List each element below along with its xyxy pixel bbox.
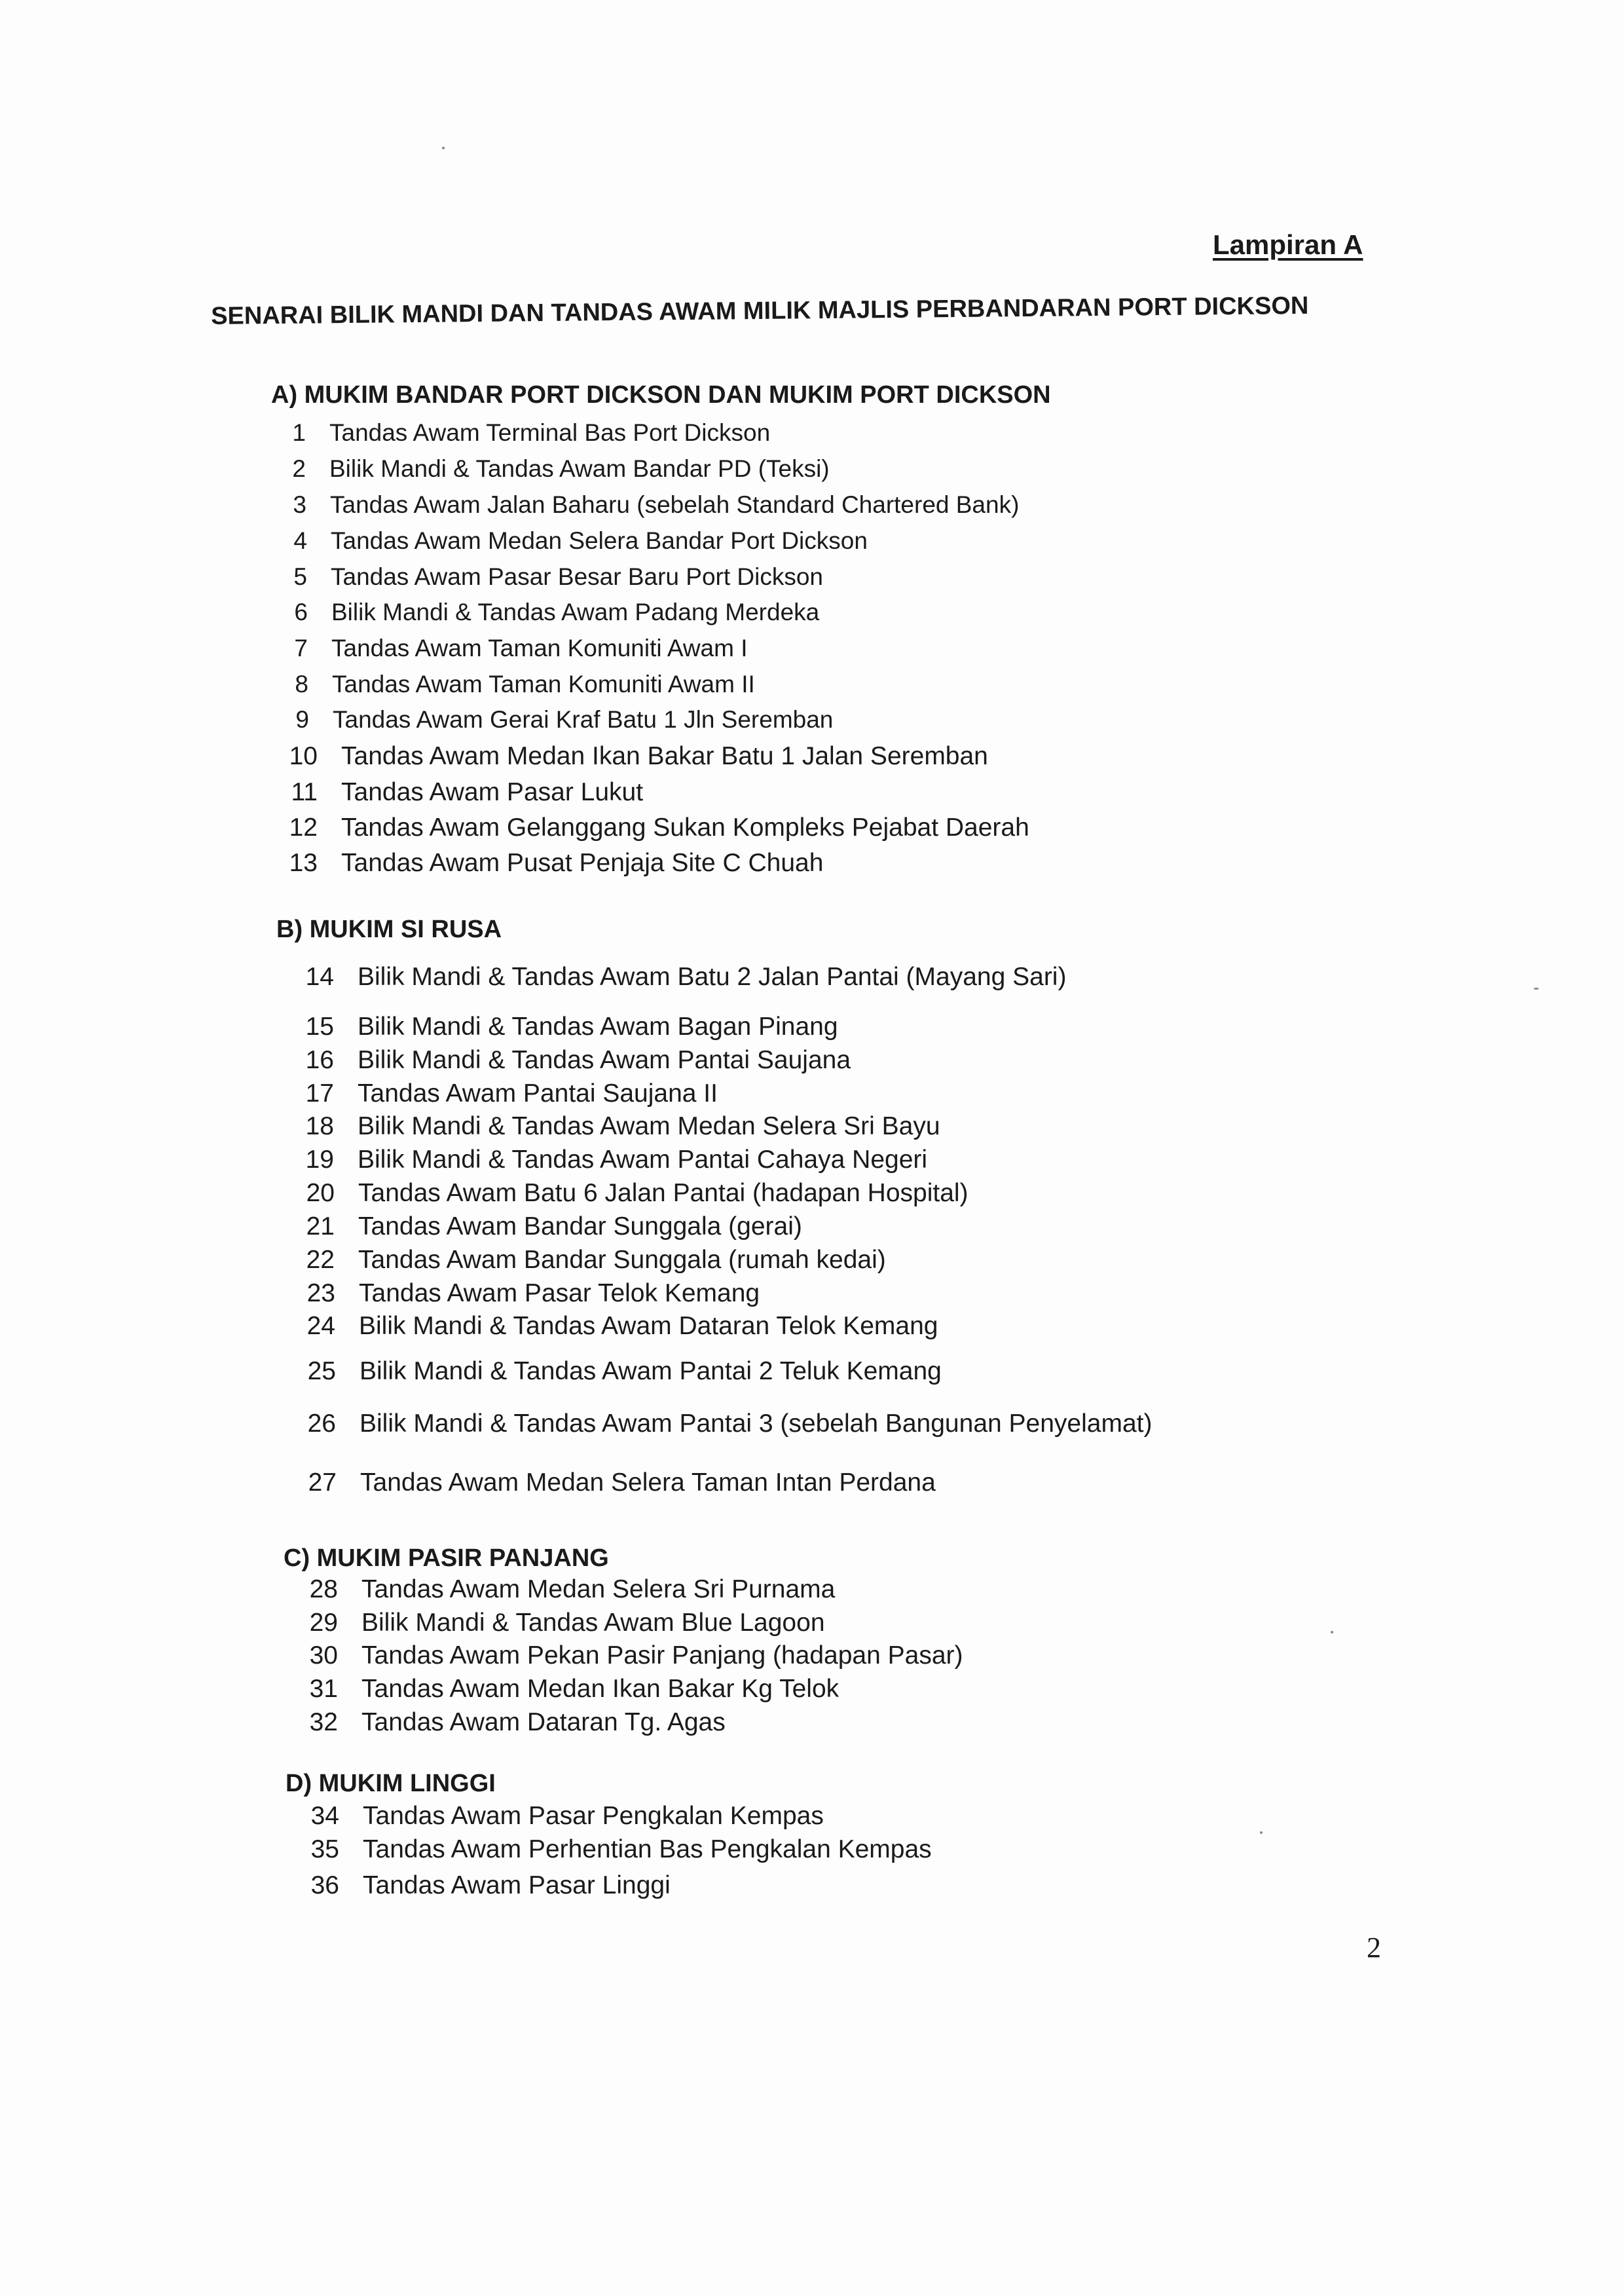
item-number: 26	[307, 1409, 336, 1438]
item-number: 27	[308, 1468, 337, 1497]
item-name: Tandas Awam Medan Ikan Bakar Batu 1 Jalan Seremban	[341, 742, 988, 770]
list-item	[270, 742, 988, 771]
item-name: Tandas Awam Medan Selera Taman Intan Perdana	[360, 1468, 936, 1497]
list-item	[262, 706, 833, 734]
section-heading-c: C) MUKIM PASIR PANJANG	[284, 1544, 609, 1572]
item-name: Tandas Awam Gelanggang Sukan Kompleks Pejabat Daerah	[341, 813, 1029, 842]
item-name: Tandas Awam Pasar Telok Kemang	[359, 1279, 760, 1307]
item-name: Tandas Awam Dataran Tg. Agas	[361, 1708, 726, 1736]
item-number: 29	[309, 1609, 338, 1637]
item-number: 32	[309, 1708, 338, 1736]
scan-speck	[1260, 1831, 1263, 1834]
item-name: Tandas Awam Bandar Sunggala (gerai)	[358, 1212, 802, 1241]
item-name: Tandas Awam Pantai Saujana II	[358, 1079, 718, 1108]
item-number: 22	[306, 1246, 335, 1274]
item-name: Tandas Awam Taman Komuniti Awam II	[332, 671, 755, 698]
list-item	[270, 849, 823, 878]
item-name: Tandas Awam Perhentian Bas Pengkalan Kempas	[363, 1835, 932, 1863]
item-number: 2	[292, 455, 306, 482]
item-number: 17	[305, 1079, 334, 1108]
list-item	[261, 635, 748, 662]
item-number: 6	[294, 599, 308, 625]
item-number: 34	[310, 1802, 339, 1830]
document-title: SENARAI BILIK MANDI DAN TANDAS AWAM MILIK MAJLIS PERBANDARAN PORT DICKSON	[211, 291, 1309, 330]
item-number: 10	[289, 742, 318, 770]
list-item	[270, 778, 643, 807]
item-name: Bilik Mandi & Tandas Awam Batu 2 Jalan Pantai (Mayang Sari)	[358, 963, 1067, 991]
item-name: Tandas Awam Pekan Pasir Panjang (hadapan Pasar)	[361, 1641, 963, 1670]
item-number: 3	[293, 491, 306, 518]
annex-label: Lampiran A	[1213, 229, 1363, 260]
item-name: Bilik Mandi & Tandas Awam Pantai 3 (sebelah Bangunan Penyelamat)	[360, 1409, 1153, 1438]
list-item	[259, 455, 830, 483]
item-name: Tandas Awam Medan Selera Sri Purnama	[361, 1575, 836, 1603]
item-name: Tandas Awam Terminal Bas Port Dickson	[329, 419, 771, 446]
item-number: 5	[293, 563, 307, 590]
item-number: 12	[289, 813, 318, 842]
item-number: 14	[305, 963, 334, 991]
list-item	[287, 1179, 969, 1208]
item-number: 30	[309, 1641, 338, 1670]
list-item	[291, 1609, 825, 1637]
item-number: 25	[307, 1357, 336, 1385]
item-name: Bilik Mandi & Tandas Awam Blue Lagoon	[361, 1609, 825, 1637]
item-name: Tandas Awam Medan Selera Bandar Port Dickson	[331, 527, 868, 554]
item-name: Tandas Awam Pasar Linggi	[363, 1871, 671, 1899]
item-name: Tandas Awam Medan Ikan Bakar Kg Telok	[361, 1675, 840, 1703]
list-item	[259, 491, 1019, 519]
list-item	[270, 813, 1029, 842]
item-number: 24	[306, 1312, 335, 1340]
item-name: Bilik Mandi & Tandas Awam Dataran Telok Kemang	[359, 1312, 938, 1340]
item-number: 23	[306, 1279, 335, 1307]
list-item	[289, 1409, 1152, 1438]
item-number: 16	[305, 1046, 334, 1074]
item-number: 36	[310, 1871, 339, 1899]
list-item	[289, 1357, 942, 1386]
item-number: 7	[294, 635, 308, 662]
item-name: Bilik Mandi & Tandas Awam Pantai 2 Teluk Kemang	[360, 1357, 942, 1385]
scan-speck	[1534, 988, 1539, 990]
item-name: Tandas Awam Taman Komuniti Awam I	[331, 635, 748, 662]
item-number: 31	[309, 1675, 338, 1703]
item-number: 21	[306, 1212, 335, 1241]
list-item	[289, 1468, 936, 1497]
list-item	[291, 1675, 839, 1704]
list-item	[260, 563, 823, 591]
item-name: Tandas Awam Batu 6 Jalan Pantai (hadapan Hospital)	[358, 1179, 969, 1207]
section-heading-d: D) MUKIM LINGGI	[286, 1770, 496, 1797]
list-item	[292, 1871, 671, 1900]
scan-speck	[1331, 1631, 1333, 1633]
list-item	[287, 1046, 851, 1075]
item-name: Bilik Mandi & Tandas Awam Pantai Saujana	[358, 1046, 851, 1074]
list-item	[287, 1112, 940, 1141]
list-item	[287, 1212, 802, 1241]
item-name: Tandas Awam Pusat Penjaja Site C Chuah	[341, 849, 824, 877]
item-number: 19	[305, 1146, 334, 1174]
list-item	[292, 1835, 932, 1864]
item-number: 1	[292, 419, 306, 446]
item-name: Bilik Mandi & Tandas Awam Medan Selera Sri Bayu	[358, 1112, 940, 1140]
list-item	[287, 963, 1066, 992]
item-number: 11	[291, 778, 318, 806]
list-item	[261, 599, 819, 626]
item-name: Tandas Awam Gerai Kraf Batu 1 Jln Seremban	[333, 706, 834, 733]
list-item	[259, 419, 770, 447]
item-name: Bilik Mandi & Tandas Awam Pantai Cahaya Negeri	[358, 1146, 928, 1174]
list-item	[287, 1013, 838, 1041]
item-name: Tandas Awam Pasar Besar Baru Port Dickson	[331, 563, 823, 590]
item-name: Tandas Awam Pasar Pengkalan Kempas	[363, 1802, 824, 1830]
item-number: 4	[293, 527, 307, 554]
list-item	[292, 1802, 824, 1831]
item-number: 15	[305, 1013, 334, 1041]
item-name: Bilik Mandi & Tandas Awam Bandar PD (Teksi)	[329, 455, 830, 482]
item-number: 8	[295, 671, 308, 698]
list-item	[291, 1641, 963, 1670]
section-heading-b: B) MUKIM SI RUSA	[276, 916, 502, 943]
list-item	[291, 1708, 726, 1737]
item-number: 28	[309, 1575, 338, 1603]
list-item	[288, 1279, 760, 1308]
page-number: 2	[1367, 1931, 1381, 1964]
scan-speck	[442, 147, 445, 149]
section-heading-a: A) MUKIM BANDAR PORT DICKSON DAN MUKIM PORT DICKSON	[271, 381, 1051, 409]
item-name: Tandas Awam Pasar Lukut	[341, 778, 644, 806]
list-item	[291, 1575, 835, 1604]
item-number: 35	[310, 1835, 339, 1863]
item-name: Bilik Mandi & Tandas Awam Bagan Pinang	[358, 1013, 838, 1041]
item-number: 13	[289, 849, 318, 877]
item-name: Tandas Awam Jalan Baharu (sebelah Standard Chartered Bank)	[330, 491, 1020, 518]
item-number: 18	[305, 1112, 334, 1140]
item-name: Tandas Awam Bandar Sunggala (rumah kedai)	[358, 1246, 886, 1274]
list-item	[287, 1079, 718, 1108]
item-number: 9	[295, 706, 309, 733]
list-item	[260, 527, 868, 555]
list-item	[287, 1146, 927, 1174]
list-item	[287, 1246, 886, 1275]
item-number: 20	[306, 1179, 335, 1207]
item-name: Bilik Mandi & Tandas Awam Padang Merdeka	[331, 599, 820, 625]
list-item	[261, 671, 755, 698]
list-item	[288, 1312, 938, 1341]
